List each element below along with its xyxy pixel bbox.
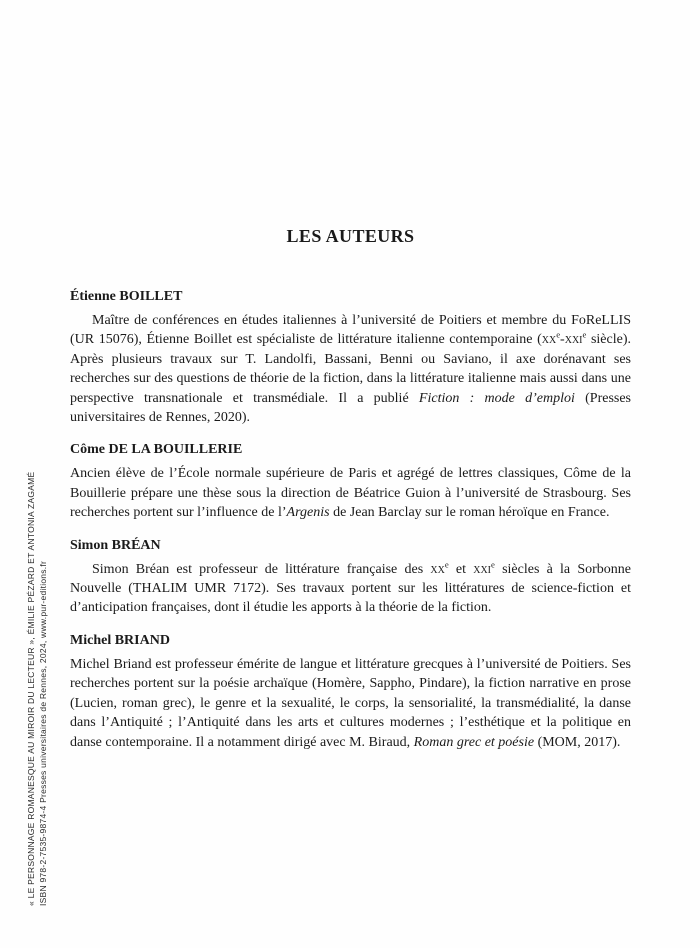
superscript-e: e	[491, 559, 495, 569]
work-title: Roman grec et poésie	[413, 734, 535, 750]
superscript-e: e	[556, 329, 561, 340]
author-heading-brean: Simon BRÉAN	[70, 537, 161, 553]
text-run: -	[560, 332, 565, 348]
spine-isbn-publisher: ISBN 978-2-7535-9874-4 Presses universitaires de Rennes, 2024, www.pur-editions.fr	[37, 560, 48, 906]
author-heading-boillet: Étienne BOILLET	[70, 289, 183, 304]
bio-boillet	[70, 311, 631, 427]
text-run: Michel Briand est professeur émérite de langue et littérature grecques à l’université de Poitiers. Ses recherches portent sur la poésie archaïque (Homère, Sappho, Pindare), la fiction narrative en prose (Lucien, roman grec), le genre et la sexualité, le corps, la sensorialité, la transmédialité, la danse dans l’Antiquité ; l’Antiquité dans les arts et cultures modernes ; l’esthétique et la politique en danse contemporaine. Il a notamment dirigé avec M. Biraud,	[70, 656, 631, 750]
text-run: et	[448, 561, 474, 577]
author-heading-briand: Michel BRIAND	[70, 632, 170, 648]
page-title: LES AUTEURS	[286, 226, 415, 246]
bio-briand	[70, 655, 631, 752]
text-run: siècles à la Sorbonne Nouvelle (THALIM UMR 7172). Ses travaux portent sur les littératures de science-fiction et d’anticipation françaises, dont il étudie les apports à la théorie de la fiction.	[70, 561, 632, 616]
text-column	[70, 226, 631, 752]
text-run: de Jean Barclay sur le roman héroïque en France.	[329, 505, 610, 521]
text-run: Ancien élève de l’École normale supérieure de Paris et agrégé de lettres classiques, Côme de la Bouillerie prépare une thèse sous la direction de Béatrice Guion à l’université de Strasbourg. Ses recherches portent sur l’influence de l’	[70, 466, 631, 521]
bio-brean	[70, 560, 631, 618]
author-heading-bouillerie: Côme DE LA BOUILLERIE	[70, 442, 243, 458]
superscript-e: e	[444, 559, 449, 569]
spine-credits	[26, 388, 49, 906]
spine-book-title-credit: « LE PERSONNAGE ROMANESQUE AU MIROIR DU LECTEUR », ÉMILIE PÉZARD ET ANTONIA ZAGAMÉ	[26, 471, 36, 906]
smallcaps-century: xxi	[564, 332, 583, 348]
smallcaps-century: xx	[541, 332, 557, 348]
text-run: (MOM, 2017).	[534, 734, 621, 750]
work-title: Argenis	[286, 505, 330, 521]
work-title: Fiction : mode d’emploi	[418, 390, 575, 406]
text-run: siècle). Après plusieurs travaux sur T. Landolfi, Bassani, Benni ou Saviano, il axe dorénavant ses recherches sur des questions de théorie de la fiction, dans la littérature italienne mais aussi dans une perspective transnationale et transmédiale. Il a publié	[70, 332, 631, 406]
bio-bouillerie	[70, 464, 631, 522]
text-run: (Presses universitaires de Rennes, 2020).	[70, 390, 632, 426]
superscript-e: e	[582, 329, 587, 340]
text-run: Simon Bréan est professeur de littérature française des	[92, 561, 431, 577]
smallcaps-century: xxi	[473, 561, 491, 577]
text-run: Maître de conférences en études italiennes à l’université de Poitiers et membre du FoReLLIS (UR 15076), Étienne Boillet est spécialiste de littérature italienne contemporaine (	[70, 313, 631, 348]
smallcaps-century: xx	[430, 561, 445, 577]
